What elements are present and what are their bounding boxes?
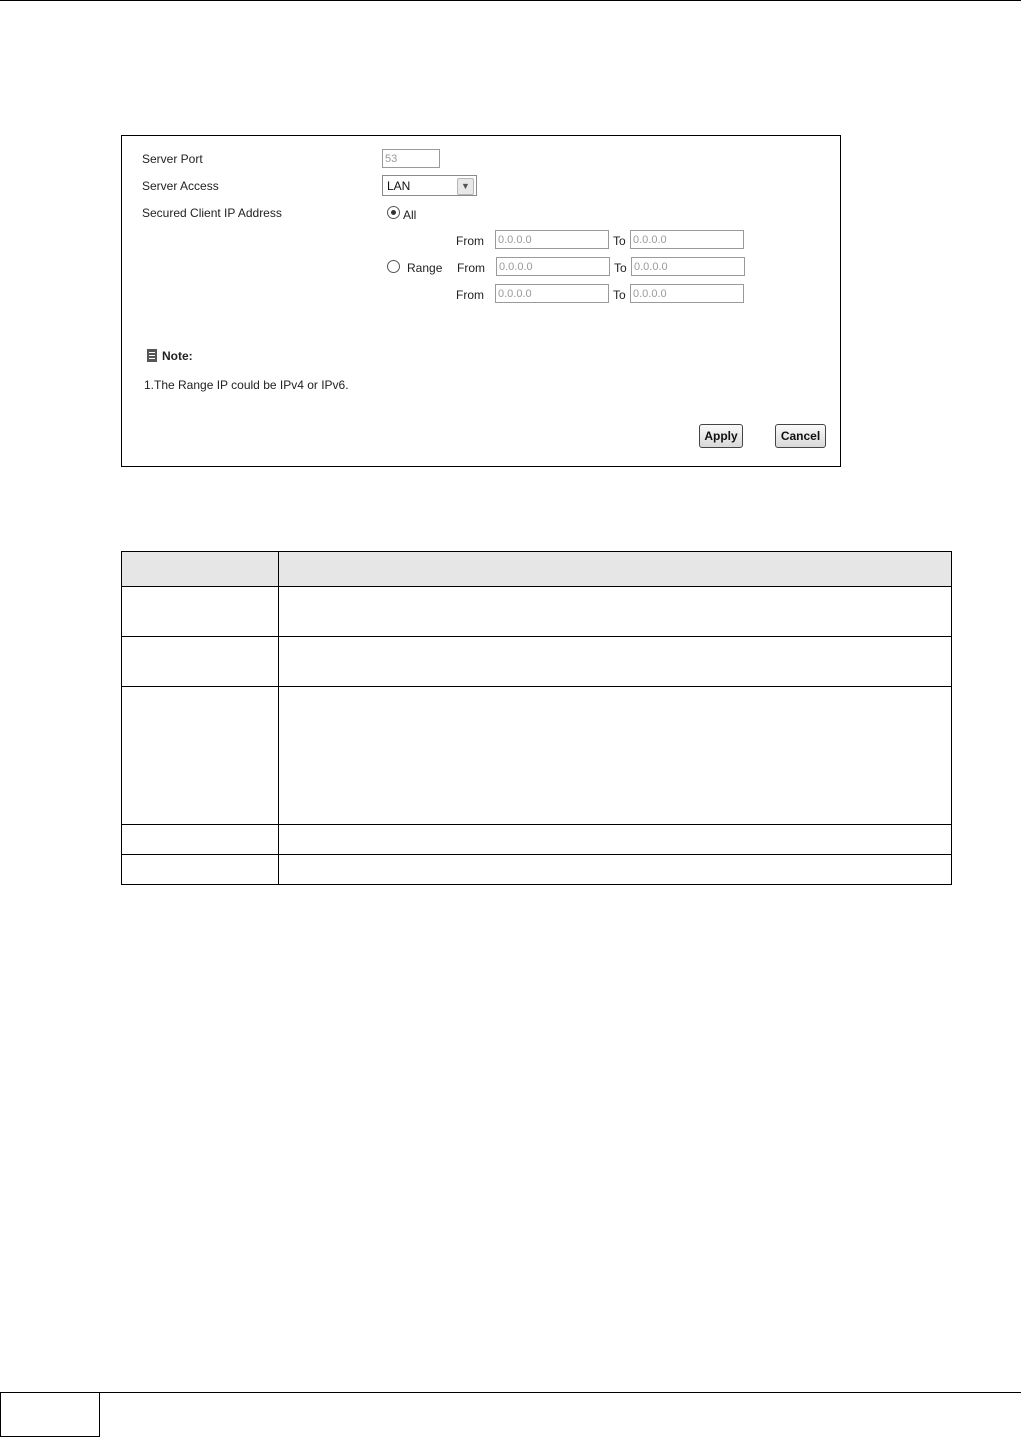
radio-range[interactable]	[387, 260, 400, 273]
dns-server-settings-panel	[121, 135, 841, 467]
secured-client-ip-label: Secured Client IP Address	[142, 206, 282, 220]
range3-from-label: From	[456, 288, 484, 302]
server-access-select[interactable]	[382, 175, 477, 196]
table-row	[122, 855, 952, 885]
page-top-rule	[0, 0, 1021, 1]
range1-from-label: From	[456, 234, 484, 248]
field-description-table	[121, 551, 952, 885]
range1-to-label: To	[613, 234, 626, 248]
cancel-button[interactable]: Cancel	[775, 424, 826, 448]
range2-from-input[interactable]	[496, 257, 610, 276]
table-header-label	[122, 552, 279, 587]
range3-to-input[interactable]	[630, 284, 744, 303]
table-cell	[122, 687, 279, 825]
table-cell	[279, 825, 952, 855]
range3-to-label: To	[613, 288, 626, 302]
table-cell	[279, 637, 952, 687]
table-row	[122, 687, 952, 825]
table-cell	[122, 825, 279, 855]
table-cell	[279, 587, 952, 637]
table-cell	[122, 587, 279, 637]
server-access-value: LAN	[387, 179, 411, 193]
note-icon	[147, 349, 157, 362]
footer-rule	[100, 1392, 1021, 1393]
chevron-down-icon[interactable]: ▼	[457, 178, 474, 195]
range1-to-input[interactable]	[630, 230, 744, 249]
radio-all[interactable]	[387, 206, 400, 219]
table-header-description	[279, 552, 952, 587]
radio-range-label: Range	[407, 261, 443, 275]
range2-from-label: From	[457, 261, 485, 275]
table-row	[122, 637, 952, 687]
range2-to-label: To	[614, 261, 627, 275]
note-label: Note:	[162, 349, 193, 363]
table-cell	[279, 855, 952, 885]
range1-from-input[interactable]	[495, 230, 609, 249]
range2-to-input[interactable]	[631, 257, 745, 276]
table-cell	[122, 637, 279, 687]
note-text: 1.The Range IP could be IPv4 or IPv6.	[144, 378, 349, 392]
table-cell	[122, 855, 279, 885]
table-header-row	[122, 552, 952, 587]
range3-from-input[interactable]	[495, 284, 609, 303]
server-port-input[interactable]	[382, 149, 440, 168]
server-port-label: Server Port	[142, 152, 203, 166]
table-row	[122, 825, 952, 855]
table-cell	[279, 687, 952, 825]
apply-button[interactable]: Apply	[699, 424, 743, 448]
server-access-label: Server Access	[142, 179, 219, 193]
radio-all-label: All	[403, 208, 417, 222]
table-row	[122, 587, 952, 637]
footer-page-number-box	[0, 1392, 100, 1437]
